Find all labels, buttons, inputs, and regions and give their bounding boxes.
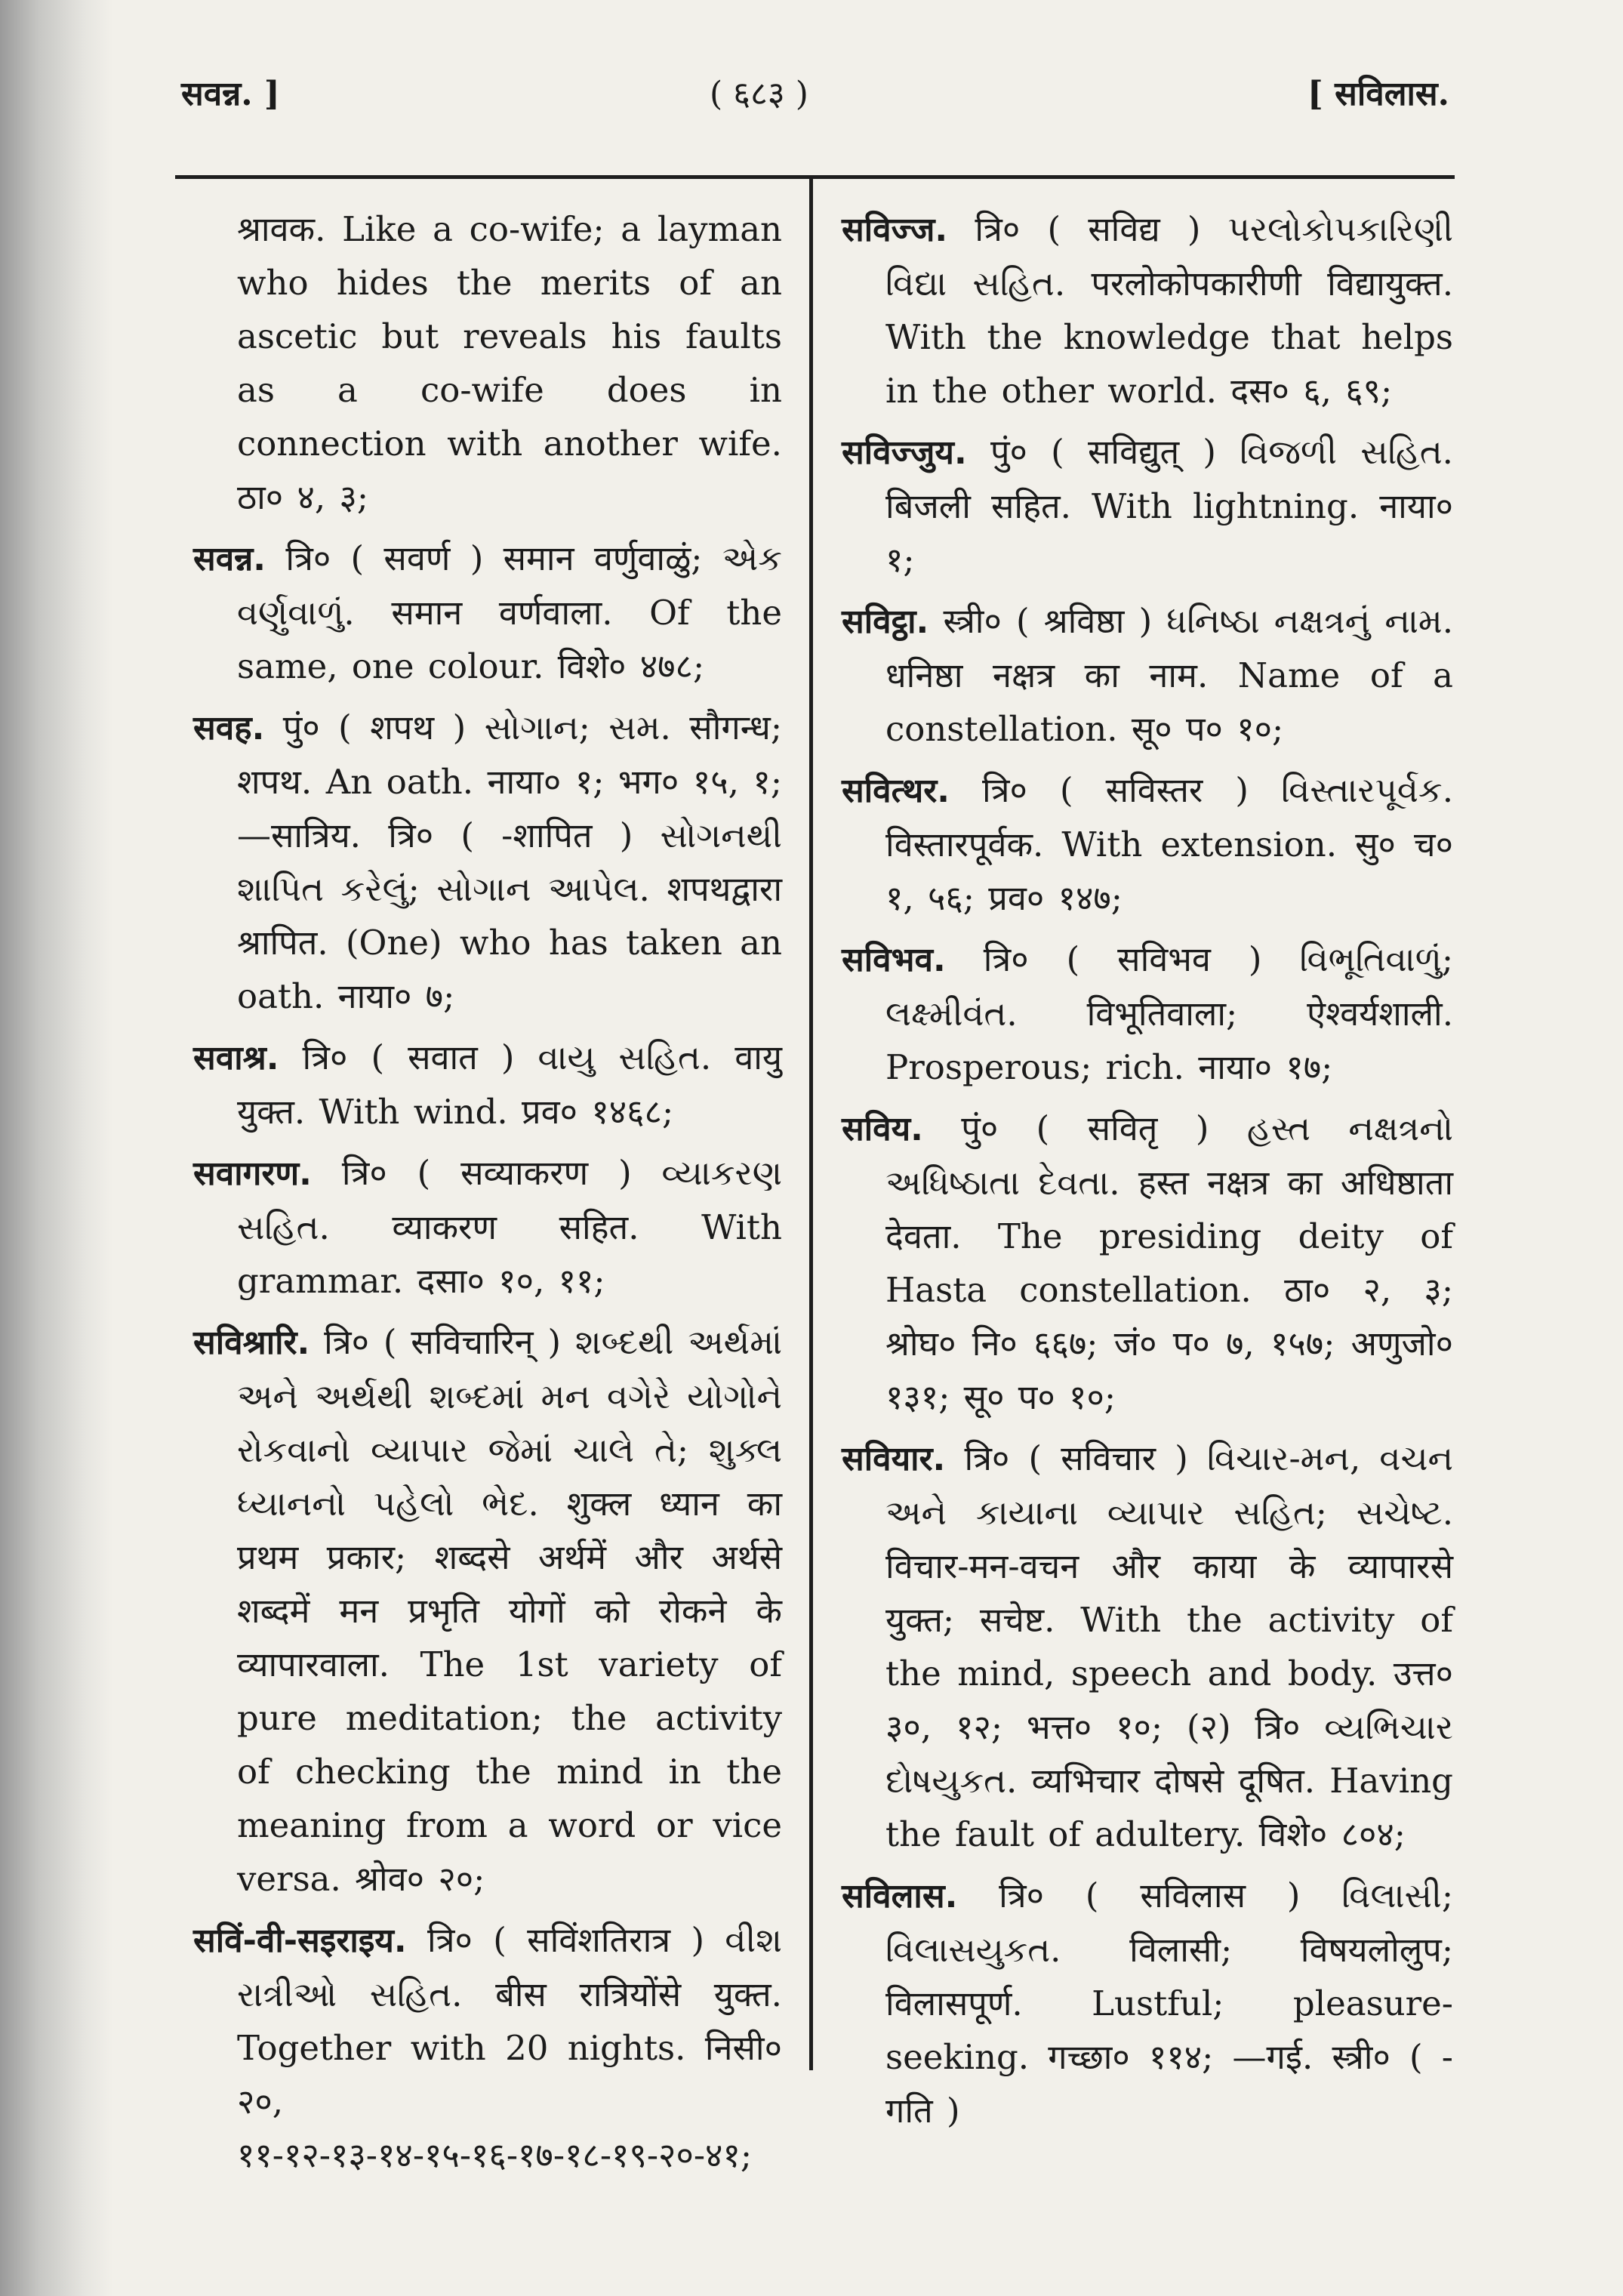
left-column xyxy=(193,202,782,2190)
page-header xyxy=(181,69,1449,130)
entry-text: त्रि० ( सविभव ) વિભૂતિવાળું; લક્ષ્મીવંત. विभूतिवाला; ऐश्वर्यशाली. Prosperous; rich. नाया० १७; xyxy=(885,939,1453,1087)
dictionary-entry xyxy=(842,1102,1453,1424)
dictionary-entry xyxy=(842,1432,1453,1861)
entry-headword: सविभव. xyxy=(842,941,946,979)
entry-text: त्रि० ( सवात ) વાયુ સહિત. वायु युक्त. With wind. प्रव० १४६८; xyxy=(237,1037,782,1132)
entry-headword: सवह. xyxy=(193,709,265,747)
dictionary-entry xyxy=(842,202,1453,418)
entry-text: पुं० ( सविद्युत् ) વિજળી સહિત. बिजली सहित. With lightning. नाया० १; xyxy=(885,432,1453,580)
entry-text: पुं० ( शपथ ) સોગાન; સમ. सौगन्ध; शपथ. An oath. नाया० १; भग० १५, १; —सात्रिय. त्रि० ( -शापित ) સોગનથી શાપિત કરેલું; સોગાન આપેલ. शपथद्वारा श्रापित. (One) who has taken an oath. नाया० ७; xyxy=(237,707,782,1016)
entry-text: त्रि० ( सवर्ण ) समान वर्णुवाळुं; એક વર્ણુવાળું. समान वर्णवाला. Of the same, one colour. विशे० ४७८; xyxy=(237,538,783,686)
entry-headword: सवियार. xyxy=(842,1440,946,1478)
dictionary-entry xyxy=(842,932,1453,1094)
entry-text: पुं० ( सवितृ ) હસ્ત નક્ષત્રનો અધિષ્ઠાતા દેવતા. हस्त नक्षत्र का अधिष्ठाता देवता. The presiding deity of Hasta constellation. ठा० २, ३; श्रोघ० नि० ६६७; जं० प० ७, १५७; अणुजो० १३१; सू० प० १०; xyxy=(885,1108,1453,1417)
right-column xyxy=(842,202,1453,2145)
page-gutter-shadow xyxy=(0,0,113,2296)
entry-text: त्रि० ( सविलास ) વિલાસી; વિલાસયુકત. विलासी; विषयलोलुप; विलासपूर्ण. Lustful; pleasure-seeking. गच्छा० ११४; —गई. स्त्री० ( -गति ) xyxy=(885,1875,1453,2131)
entry-headword: सविट्ठा. xyxy=(842,603,929,641)
entry-text: त्रि० ( सविचार ) વિચાર-મન, વચન અને કાયાના વ્યાપાર સહિત; સચેષ્ટ. विचार-मन-वचन और काया के व्यापारसे युक्त; सचेष्ट. With the activity of the mind, speech and body. उत्त० ३०, १२; भत्त० १०; (२) त्रि० વ્યભિચાર દોષયુકત. व्यभिचार दोषसे दूषित. Having the fault of adultery. विशे० ८०४; xyxy=(885,1438,1453,1854)
column-divider xyxy=(809,175,813,2070)
dictionary-entry xyxy=(842,763,1453,925)
dictionary-entry xyxy=(193,1031,782,1139)
entry-text: त्रि० ( सविंशतिरात्र ) વીશ રાત્રીઓ સહિત. बीस रात्रियोंसे युक्त. Together with 20 nights. निसी० २०, ११-१२-१३-१४-१५-१६-१७-१८-१९-२०-४१; xyxy=(237,1920,782,2175)
dictionary-entry xyxy=(193,532,782,693)
entry-headword: सविय. xyxy=(842,1110,923,1148)
entry-text: स्त्री० ( श्रविष्ठा ) ધનિષ્ઠા નક્ષત્રનું નામ. धनिष्ठा नक्षत्र का नाम. Name of a constellation. सू० प० १०; xyxy=(885,601,1454,749)
dictionary-entry xyxy=(193,1146,782,1308)
entry-headword: सवाश्र. xyxy=(193,1039,279,1077)
dictionary-entry xyxy=(842,1869,1453,2137)
dictionary-entry xyxy=(193,1913,782,2182)
dictionary-entry xyxy=(193,701,782,1023)
entry-headword: सवागरण. xyxy=(193,1154,312,1193)
entry-headword: सविलास. xyxy=(842,1877,958,1915)
dictionary-entry xyxy=(842,425,1453,587)
entry-headword: सविज्जुय. xyxy=(842,433,967,472)
header-rule xyxy=(175,175,1455,179)
entry-text: त्रि० ( सविस्तर ) વિસ્તારપૂર્વક. विस्तारपूर्वक. With extension. सु० च० १, ५६; प्रव० १४७; xyxy=(885,770,1453,918)
entry-headword: सविश्रारि. xyxy=(193,1324,310,1362)
header-left-guideword: सवन्न. ] xyxy=(181,75,280,113)
dictionary-entry xyxy=(193,1315,782,1906)
entry-text: त्रि० ( सविचारिन् ) શબ્દથી અર્થમાં અને અર્થથી શબ્દમાં મન વગેરે યોગોને રોકવાનો વ્યાપાર જેમાં ચાલે તે; શુક્લ ધ્યાનનો પહેલો ભેદ. शुक्ल ध्यान का प्रथम प्रकार; शब्दसे अर्थमें और अर्थसे शब्दमें मन प्रभृति योगों को रोकने के व्यापारवाला. The 1st variety of pure meditation; the activity of checking the mind in the meaning from a word or vice versa. श्रोव० २०; xyxy=(237,1322,782,1899)
entry-text: त्रि० ( सविद्य ) પરલોકોપકારિણી વિદ્યા સહિત. परलोकोपकारीणी विद्यायुक्त. With the knowledge that helps in the other world. दस० ६, ६९; xyxy=(885,209,1453,411)
entry-headword: सविज्ज. xyxy=(842,211,948,249)
entry-text: श्रावक. Like a co-wife; a layman who hides the merits of an ascetic but reveals his faults as a co-wife does in connection with another wife. ठा० ४, ३; xyxy=(237,209,782,517)
entry-headword: सवित्थर. xyxy=(842,772,950,810)
page-number: ( ६८३ ) xyxy=(710,75,808,113)
entry-text: त्रि० ( सव्याकरण ) વ્યાકરણ સહિત. व्याकरण सहित. With grammar. दसा० १०, ११; xyxy=(237,1153,782,1301)
header-right-guideword: [ सविलास. xyxy=(1307,75,1449,113)
entry-headword: सविं-वी-सइराइय. xyxy=(193,1922,407,1960)
dictionary-entry xyxy=(842,594,1453,756)
dictionary-entry xyxy=(193,202,782,524)
entry-headword: सवन्न. xyxy=(193,540,266,578)
